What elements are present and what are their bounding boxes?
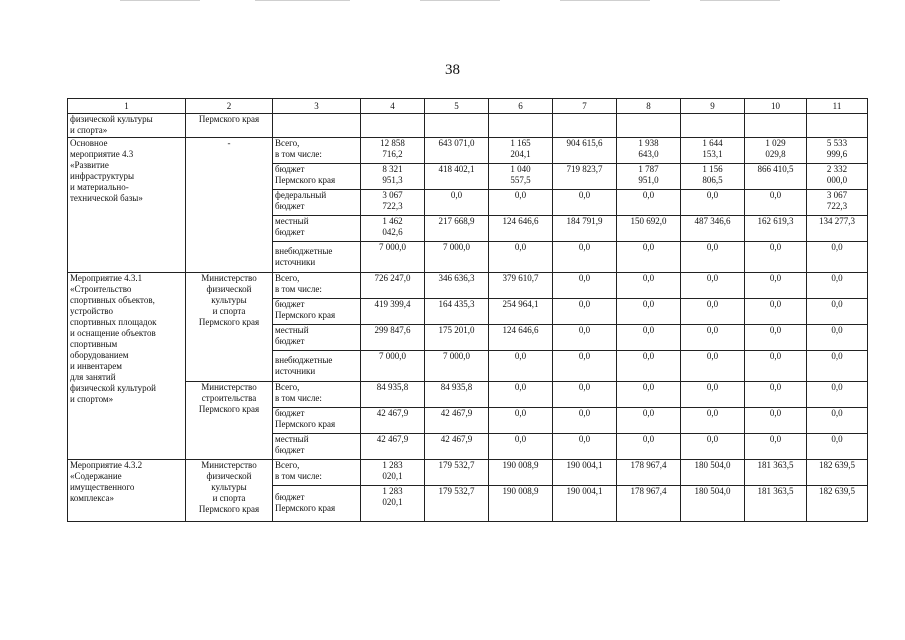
- amount-cell: 0,0: [681, 273, 745, 299]
- amount-cell: 419 399,4: [361, 299, 425, 325]
- amount-cell: 181 363,5: [745, 486, 807, 522]
- amount-cell: 0,0: [681, 242, 745, 273]
- funding-source: бюджет Пермского края: [273, 299, 361, 325]
- amount-cell: 42 467,9: [361, 434, 425, 460]
- page-number: 38: [445, 62, 460, 78]
- amount-cell: 719 823,7: [553, 164, 617, 190]
- amount-cell: 0,0: [617, 273, 681, 299]
- column-header: 10: [745, 99, 807, 114]
- header-row: [68, 99, 868, 114]
- amount-cell: 643 071,0: [425, 138, 489, 164]
- responsible-executor: Министерство физической культуры и спорта Пермского края: [186, 460, 273, 522]
- amount-cell: 254 964,1: [489, 299, 553, 325]
- amount-cell: 0,0: [807, 351, 868, 382]
- amount-cell: 180 504,0: [681, 486, 745, 522]
- amount-cell: 190 008,9: [489, 460, 553, 486]
- table-row: [68, 382, 868, 408]
- amount-cell: 190 008,9: [489, 486, 553, 522]
- funding-source: местный бюджет: [273, 325, 361, 351]
- column-header: 1: [68, 99, 186, 114]
- amount-cell: 0,0: [745, 325, 807, 351]
- amount-cell: 0,0: [745, 408, 807, 434]
- funding-source: Всего, в том числе:: [273, 273, 361, 299]
- amount-cell: 175 201,0: [425, 325, 489, 351]
- column-header: 2: [186, 99, 273, 114]
- activity-name: Мероприятие 4.3.1 «Строительство спортивных объектов, устройство спортивных площадок и оснащение объектов спортивным оборудованием и инвентарем для занятий физической культурой и спортом»: [68, 273, 186, 460]
- amount-cell: 487 346,6: [681, 216, 745, 242]
- amount-cell: 0,0: [617, 325, 681, 351]
- amount-cell: 379 610,7: [489, 273, 553, 299]
- amount-cell: 0,0: [745, 273, 807, 299]
- amount-cell: 0,0: [489, 190, 553, 216]
- amount-cell: 124 646,6: [489, 216, 553, 242]
- scan-rule: [700, 0, 780, 1]
- amount-cell: 1 029 029,8: [745, 138, 807, 164]
- amount-cell: 0,0: [553, 351, 617, 382]
- amount-cell: 1 040 557,5: [489, 164, 553, 190]
- column-header: 6: [489, 99, 553, 114]
- amount-cell: 0,0: [807, 242, 868, 273]
- funding-source: местный бюджет: [273, 434, 361, 460]
- funding-source: внебюджетные источники: [273, 351, 361, 382]
- column-header: 11: [807, 99, 868, 114]
- amount-cell: 0,0: [745, 299, 807, 325]
- amount-cell: 134 277,3: [807, 216, 868, 242]
- amount-cell: 7 000,0: [361, 351, 425, 382]
- amount-cell: 0,0: [489, 382, 553, 408]
- table-row: [68, 138, 868, 164]
- column-header: 8: [617, 99, 681, 114]
- amount-cell: 346 636,3: [425, 273, 489, 299]
- responsible-executor: -: [186, 138, 273, 273]
- amount-cell: 1 283 020,1: [361, 460, 425, 486]
- amount-cell: 904 615,6: [553, 138, 617, 164]
- amount-cell: 1 787 951,0: [617, 164, 681, 190]
- amount-cell: 0,0: [553, 325, 617, 351]
- amount-cell: 0,0: [681, 325, 745, 351]
- amount-cell: 299 847,6: [361, 325, 425, 351]
- amount-cell: 0,0: [617, 408, 681, 434]
- scan-rule: [560, 0, 650, 1]
- amount-cell: 0,0: [553, 408, 617, 434]
- amount-cell: 0,0: [553, 273, 617, 299]
- amount-cell: 84 935,8: [425, 382, 489, 408]
- amount-cell: 190 004,1: [553, 460, 617, 486]
- amount-cell: 0,0: [553, 242, 617, 273]
- amount-cell: 0,0: [745, 382, 807, 408]
- amount-cell: 418 402,1: [425, 164, 489, 190]
- amount-cell: 0,0: [807, 434, 868, 460]
- funding-source: местный бюджет: [273, 216, 361, 242]
- amount-cell: 150 692,0: [617, 216, 681, 242]
- amount-cell: 179 532,7: [425, 460, 489, 486]
- amount-cell: 0,0: [681, 382, 745, 408]
- amount-cell: 184 791,9: [553, 216, 617, 242]
- amount-cell: 7 000,0: [425, 242, 489, 273]
- table-row: [68, 460, 868, 486]
- amount-cell: 0,0: [553, 434, 617, 460]
- column-header: 5: [425, 99, 489, 114]
- amount-cell: 0,0: [807, 382, 868, 408]
- amount-cell: 1 644 153,1: [681, 138, 745, 164]
- amount-cell: 1 462 042,6: [361, 216, 425, 242]
- amount-cell: 1 938 643,0: [617, 138, 681, 164]
- amount-cell: 0,0: [425, 190, 489, 216]
- amount-cell: 124 646,6: [489, 325, 553, 351]
- amount-cell: 0,0: [617, 242, 681, 273]
- amount-cell: 0,0: [807, 273, 868, 299]
- amount-cell: 5 533 999,6: [807, 138, 868, 164]
- funding-source: федеральный бюджет: [273, 190, 361, 216]
- amount-cell: 217 668,9: [425, 216, 489, 242]
- scan-rule: [120, 0, 200, 1]
- responsible-executor: Пермского края: [186, 114, 273, 138]
- amount-cell: 7 000,0: [361, 242, 425, 273]
- amount-cell: 0,0: [489, 434, 553, 460]
- scan-rule: [255, 0, 350, 1]
- amount-cell: 1 165 204,1: [489, 138, 553, 164]
- funding-source: Всего, в том числе:: [273, 460, 361, 486]
- amount-cell: 2 332 000,0: [807, 164, 868, 190]
- amount-cell: 182 639,5: [807, 486, 868, 522]
- amount-cell: 0,0: [489, 242, 553, 273]
- responsible-executor: Министерство физической культуры и спорта Пермского края: [186, 273, 273, 382]
- amount-cell: 84 935,8: [361, 382, 425, 408]
- amount-cell: 0,0: [807, 408, 868, 434]
- table-row: [68, 114, 868, 138]
- column-header: 4: [361, 99, 425, 114]
- funding-source: Всего, в том числе:: [273, 138, 361, 164]
- amount-cell: 12 858 716,2: [361, 138, 425, 164]
- amount-cell: 1 283 020,1: [361, 486, 425, 522]
- amount-cell: 42 467,9: [361, 408, 425, 434]
- amount-cell: 42 467,9: [425, 434, 489, 460]
- amount-cell: 0,0: [681, 190, 745, 216]
- activity-name: физической культуры и спорта»: [68, 114, 186, 138]
- amount-cell: 3 067 722,3: [807, 190, 868, 216]
- amount-cell: 0,0: [617, 351, 681, 382]
- table-row: [68, 273, 868, 299]
- funding-source: бюджет Пермского края: [273, 486, 361, 522]
- amount-cell: 178 967,4: [617, 460, 681, 486]
- amount-cell: 0,0: [745, 190, 807, 216]
- amount-cell: 3 067 722,3: [361, 190, 425, 216]
- amount-cell: 0,0: [745, 242, 807, 273]
- amount-cell: 0,0: [617, 190, 681, 216]
- budget-table: [67, 98, 868, 522]
- column-header: 7: [553, 99, 617, 114]
- amount-cell: 182 639,5: [807, 460, 868, 486]
- amount-cell: 190 004,1: [553, 486, 617, 522]
- responsible-executor: Министерство строительства Пермского края: [186, 382, 273, 460]
- funding-source: внебюджетные источники: [273, 242, 361, 273]
- amount-cell: 178 967,4: [617, 486, 681, 522]
- amount-cell: 0,0: [745, 351, 807, 382]
- amount-cell: 1 156 806,5: [681, 164, 745, 190]
- amount-cell: 0,0: [489, 351, 553, 382]
- amount-cell: 0,0: [681, 408, 745, 434]
- funding-source: Всего, в том числе:: [273, 382, 361, 408]
- amount-cell: 0,0: [617, 382, 681, 408]
- amount-cell: 181 363,5: [745, 460, 807, 486]
- amount-cell: 0,0: [553, 382, 617, 408]
- column-header: 3: [273, 99, 361, 114]
- amount-cell: 7 000,0: [425, 351, 489, 382]
- funding-source: бюджет Пермского края: [273, 164, 361, 190]
- amount-cell: 164 435,3: [425, 299, 489, 325]
- amount-cell: 0,0: [681, 434, 745, 460]
- amount-cell: 0,0: [617, 434, 681, 460]
- amount-cell: 0,0: [807, 325, 868, 351]
- amount-cell: 179 532,7: [425, 486, 489, 522]
- funding-source: бюджет Пермского края: [273, 408, 361, 434]
- column-header: 9: [681, 99, 745, 114]
- amount-cell: 0,0: [681, 299, 745, 325]
- amount-cell: 0,0: [745, 434, 807, 460]
- amount-cell: 180 504,0: [681, 460, 745, 486]
- amount-cell: 866 410,5: [745, 164, 807, 190]
- amount-cell: 42 467,9: [425, 408, 489, 434]
- amount-cell: 0,0: [681, 351, 745, 382]
- activity-name: Мероприятие 4.3.2 «Содержание имущественного комплекса»: [68, 460, 186, 522]
- amount-cell: 0,0: [489, 408, 553, 434]
- amount-cell: 0,0: [807, 299, 868, 325]
- amount-cell: 0,0: [617, 299, 681, 325]
- amount-cell: 162 619,3: [745, 216, 807, 242]
- activity-name: Основное мероприятие 4.3 «Развитие инфраструктуры и материально- технической базы»: [68, 138, 186, 273]
- amount-cell: 0,0: [553, 299, 617, 325]
- scan-rule: [420, 0, 500, 1]
- amount-cell: 726 247,0: [361, 273, 425, 299]
- amount-cell: 8 321 951,3: [361, 164, 425, 190]
- amount-cell: 0,0: [553, 190, 617, 216]
